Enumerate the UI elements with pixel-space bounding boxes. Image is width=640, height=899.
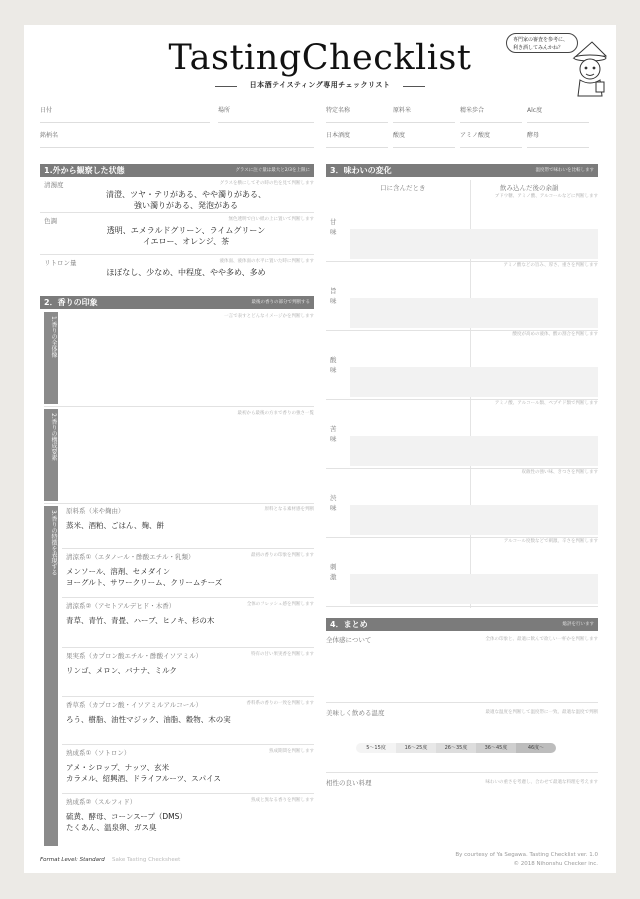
divider (44, 406, 314, 407)
appearance-row-label: 色調 (44, 217, 57, 225)
aroma-descriptor-line: リンゴ、メロン、バナナ、ミルク (66, 666, 177, 675)
aroma-components-label: 2.香りの構成要素 (44, 409, 58, 501)
taste-row-label: 酸味 (330, 356, 337, 374)
aroma-overall-label: 1.香りの全体像 (44, 312, 58, 404)
divider (62, 696, 314, 697)
taste-col-palate: 口に含んだとき (380, 184, 426, 192)
aroma-group-hint: 全体のフレッシュ感を判断します (246, 602, 314, 607)
aroma-group-title: 清涼系①（エタノール・酢酸エチル・乳類） (66, 553, 195, 561)
aroma-descriptor-line: ヨーグルト、サワークリーム、クリームチーズ (66, 578, 223, 587)
appearance-option-line: イエロー、オレンジ、茶 (142, 237, 230, 246)
temperature-option[interactable]: 26〜35度 (436, 743, 476, 753)
divider (326, 702, 598, 703)
taste-row-label: 旨味 (330, 287, 337, 305)
section-aroma-title: 2．香りの印象 (44, 298, 98, 307)
field-label: 日付 (40, 107, 53, 114)
field-label: アミノ酸度 (460, 132, 491, 139)
page-subtitle: 日本酒テイスティング専用チェックリスト (249, 81, 391, 89)
taste-row-hint: アミノ酸、アルコール類、ペプチド類で判断します (494, 401, 598, 406)
section-summary-title: 4．まとめ (330, 620, 368, 629)
summary-pairing-hint: 味わいの重さを考慮し、合わせて最適な料理を考えます (485, 780, 598, 785)
divider (44, 503, 314, 504)
format-level-sub: Sake Tasting Checksheet (112, 857, 181, 863)
section-taste-hint: 温度帯で味わいを比較します (535, 168, 594, 173)
section-taste-title: 3．味わいの変化 (330, 166, 392, 175)
section-summary-header (326, 618, 598, 631)
divider (326, 606, 598, 607)
aroma-group-hint: 香料系の香りの一致を判断します (246, 701, 314, 706)
mascot-illustration (568, 36, 610, 98)
aroma-group-title: 香草系（カプロン酸・イソアミルアルコール） (66, 701, 203, 709)
field-input-line[interactable] (527, 147, 589, 148)
aroma-descriptor-line: 蒸米、酒粕、ごはん、麹、餅 (66, 521, 164, 530)
taste-row-hint: 収斂性の強い味、きつさを判断します (521, 470, 598, 475)
divider (62, 597, 314, 598)
taste-row-hint: ブドウ糖、アミノ酸、アルコールなどに判断します (494, 194, 598, 199)
appearance-option-line: ほぼなし、少なめ、中程度、やや多め、多め (106, 268, 266, 277)
field-label: Alc度 (527, 107, 543, 114)
taste-row-shade (350, 367, 598, 397)
field-label: 場所 (218, 107, 231, 114)
taste-row-hint: アルコール度数などで刺激、辛さを判断します (503, 539, 598, 544)
aroma-descriptor-line: 青草、青竹、青畳、ハーブ、ヒノキ、杉の木 (66, 616, 215, 625)
taste-row-shade (350, 298, 598, 328)
appearance-row-label: 清濁度 (44, 181, 64, 189)
divider (62, 793, 314, 794)
field-input-line[interactable] (326, 122, 388, 123)
summary-overall-hint: 全体の印象と、最適に飲んで欲しい一杯かを判断します (485, 637, 598, 642)
taste-row-label: 苦味 (330, 425, 337, 443)
taste-row-shade (350, 574, 598, 604)
field-input-line[interactable] (40, 147, 314, 148)
section-taste-header (326, 164, 598, 177)
aroma-group-hint: 最初の香りの印象を判断します (251, 553, 314, 558)
taste-row-label: 甘味 (330, 218, 337, 236)
field-input-line[interactable] (40, 122, 210, 123)
appearance-option-line: 強い濁りがある、発泡がある (134, 201, 238, 210)
divider (40, 212, 314, 213)
field-input-line[interactable] (218, 122, 314, 123)
section-aroma-hint: 最後の香りの部分で判断する (251, 300, 310, 305)
aroma-group-hint: 熟成期間を判断します (269, 749, 314, 754)
summary-temperature-label: 美味しく飲める温度 (326, 709, 385, 717)
taste-col-aftertaste: 飲み込んだ後の余韻 (500, 184, 559, 192)
divider (62, 744, 314, 745)
field-input-line[interactable] (460, 147, 522, 148)
section-appearance-title: 1.外から観察した状態 (44, 166, 125, 175)
taste-row-hint: 酸度が高めの液体、酸の割合を判断します (512, 332, 598, 337)
aroma-group-title: 原料系（米や麹由） (66, 507, 125, 515)
field-label: 特定名称 (326, 107, 351, 114)
field-input-line[interactable] (460, 122, 522, 123)
section-appearance-hint: グラスに注ぐ量は最大と2/3を上限に (235, 168, 310, 173)
aroma-descriptor-line: 硫黄、酵母、コーンスープ（DMS） (66, 812, 187, 821)
aroma-group-title: 清涼系②（アセトアルデヒド・木香） (66, 602, 176, 610)
field-input-line[interactable] (393, 122, 455, 123)
field-label: 日本酒度 (326, 132, 351, 139)
field-label: 精米歩合 (460, 107, 485, 114)
page-title: TastingChecklist (168, 38, 472, 78)
aroma-group-hint: 原料となる素材感を判断 (264, 507, 314, 512)
appearance-option-line: 透明、エメラルドグリーン、ライムグリーン (106, 226, 266, 235)
aroma-group-title: 熟成系②（スルフィド） (66, 798, 137, 806)
taste-row-label: 渋味 (330, 494, 337, 512)
temperature-option[interactable]: 46度〜 (516, 743, 556, 753)
field-label: 原料米 (393, 107, 412, 114)
subtitle-block (215, 80, 425, 92)
section-appearance-header (40, 164, 314, 177)
divider (62, 647, 314, 648)
copyright-line: © 2018 Nihonshu Checker inc. (513, 861, 598, 867)
aroma-descriptor-line: アメ・シロップ、ナッツ、玄米 (66, 763, 170, 772)
appearance-option-line: 清澄、ツヤ・テリがある、やや濁りがある、 (106, 190, 266, 199)
taste-row-shade (350, 229, 598, 259)
field-input-line[interactable] (393, 147, 455, 148)
aroma-features-label: 3.香りの特徴を表現する (44, 506, 58, 846)
field-input-line[interactable] (326, 147, 388, 148)
aroma-descriptor-line: メンソール、溶剤、セメダイン (66, 567, 171, 576)
credit-line: By courtesy of Ya Segawa. Tasting Checklist ver. 1.0 (455, 852, 598, 858)
appearance-row-hint: 無色透明で白い紙の上に置いて判断します (228, 217, 314, 222)
field-input-line[interactable] (527, 122, 589, 123)
appearance-row-hint: 液体面、液体面の水平に置いた時に判断します (219, 259, 314, 264)
subtitle-rule-right (403, 86, 425, 87)
taste-row-shade (350, 436, 598, 466)
summary-temperature-hint: 最適な温度を判断して温度帯に一致、最適な温度で判断 (485, 710, 598, 715)
aroma-group-title: 果実系（カプロン酸エチル・酢酸イソアミル） (66, 652, 203, 660)
divider (40, 254, 314, 255)
aroma-descriptor-line: カラメル、紹興酒、ドライフルーツ、スパイス (66, 774, 222, 783)
field-label: 酸度 (393, 132, 406, 139)
aroma-overall-hint: 一言で表すとどんなイメージかを判断します (224, 314, 314, 319)
temperature-option[interactable]: 36〜45度 (476, 743, 516, 753)
divider (326, 772, 598, 773)
temperature-option[interactable]: 16〜25度 (396, 743, 436, 753)
summary-pairing-label: 相性の良い料理 (326, 779, 372, 787)
aroma-group-title: 熟成系①（ソトロン） (66, 749, 131, 757)
field-label: 銘柄名 (40, 132, 59, 139)
aroma-group-hint: 熟成と異なる香りを判断します (251, 798, 314, 803)
taste-row-label: 刺激 (330, 563, 337, 581)
taste-row-shade (350, 505, 598, 535)
taste-row-hint: アミノ酸などの旨み、厚さ、重さを判断します (503, 263, 598, 268)
aroma-descriptor-line: たくあん、温泉卵、ガス臭 (66, 823, 157, 832)
aroma-descriptor-line: ろう、樹脂、油性マジック、油脂、穀物、木の実 (66, 715, 231, 724)
format-level: Format Level: Standard (40, 857, 105, 863)
appearance-row-hint: グラスを横にしてその時の色を見て判断します (219, 181, 314, 186)
appearance-row-label: リトロン量 (44, 259, 77, 267)
divider (62, 548, 314, 549)
speech-bubble: 専門家の審査を参考に、利き酒してみんかね？ (506, 33, 578, 53)
section-summary-hint: 総評を行います (562, 622, 594, 627)
aroma-group-hint: 特有の甘い果実香を判断します (251, 652, 314, 657)
field-label: 酵母 (527, 132, 540, 139)
summary-overall-label: 全体感について (326, 636, 372, 644)
temperature-option[interactable]: 5〜15度 (356, 743, 396, 753)
aroma-components-hint: 最初から最後の方まで香りの強さ一覧 (237, 411, 314, 416)
section-aroma-header (40, 296, 314, 309)
